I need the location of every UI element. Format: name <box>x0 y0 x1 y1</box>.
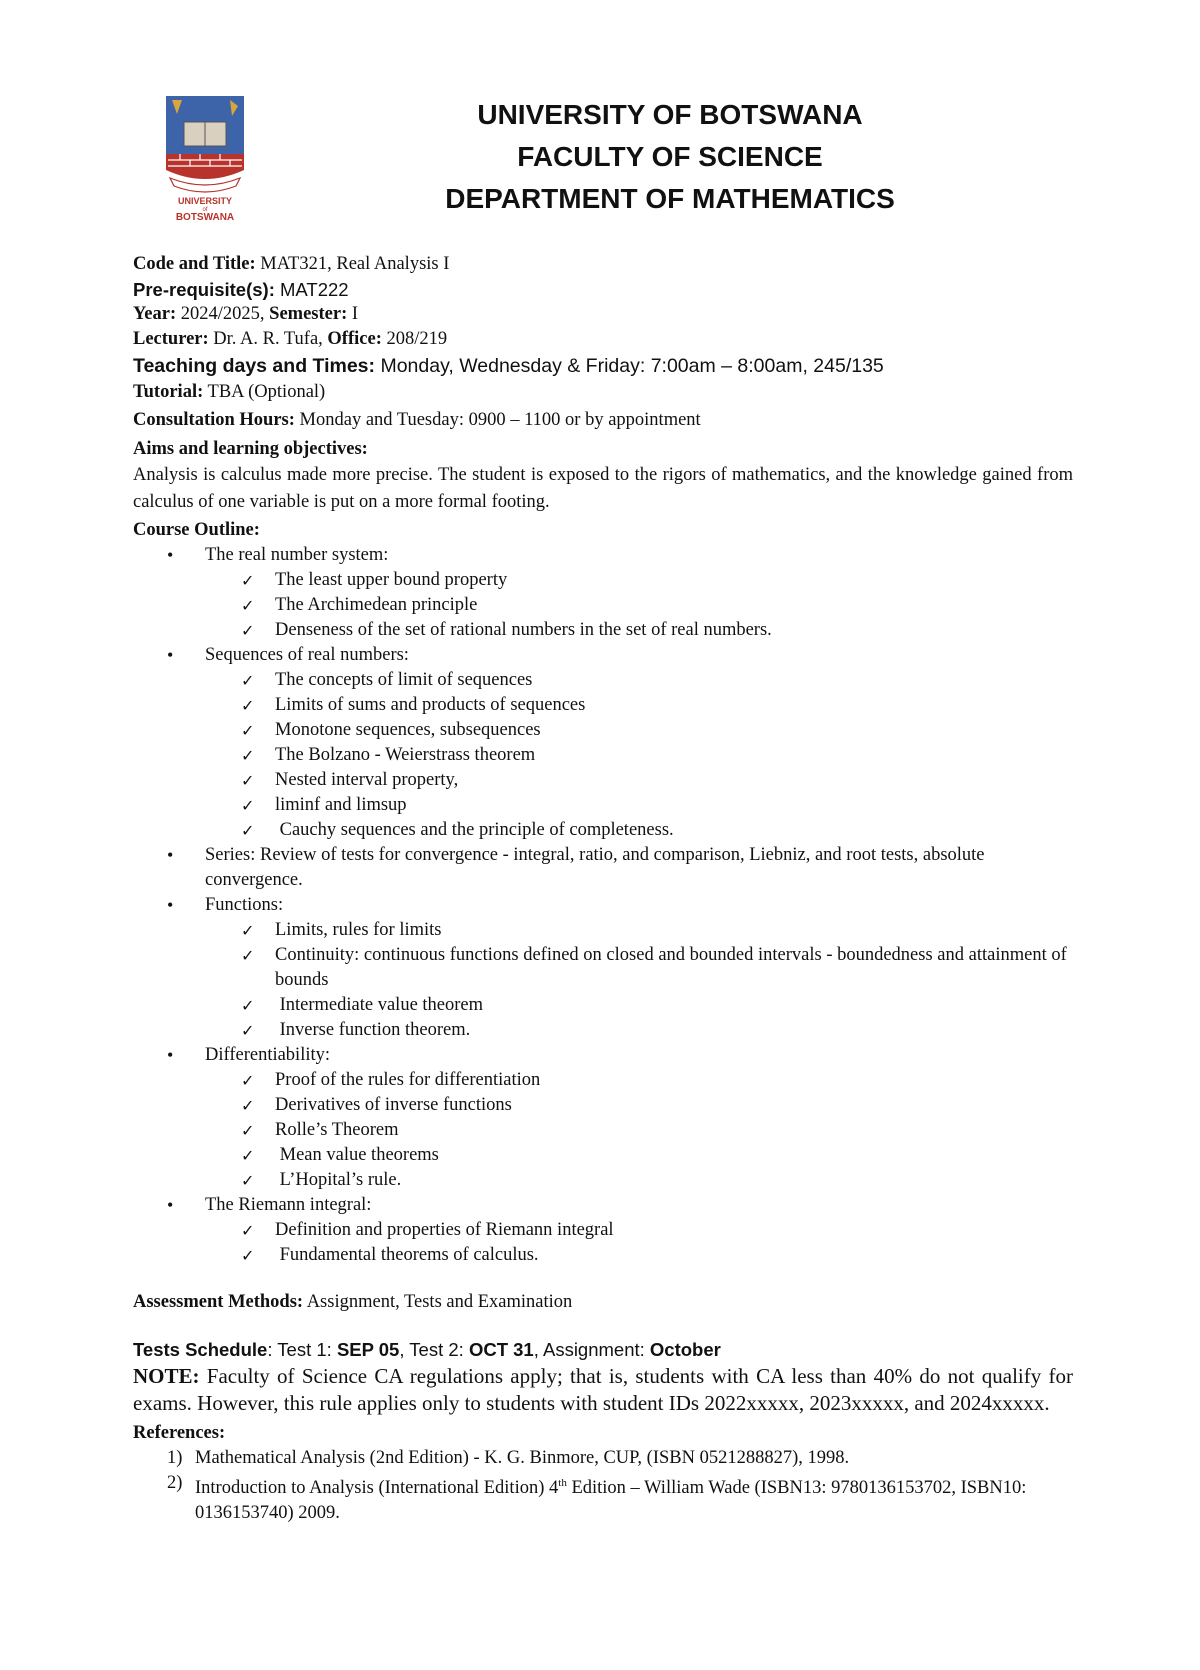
outline-subtopic <box>241 793 1073 818</box>
outline-subtopic <box>241 768 1073 793</box>
checkmark-icon: ✓ <box>241 1096 255 1115</box>
outline-heading: Course Outline: <box>133 520 260 540</box>
outline-subtopic-text: Nested interval property, <box>275 770 459 790</box>
checkmark-icon: ✓ <box>241 921 255 940</box>
outline-subtopic-text: The Bolzano - Weierstrass theorem <box>275 745 536 765</box>
outline-subtopic-list <box>205 568 1073 643</box>
prerequisite-line: Pre-requisite(s): MAT222 <box>133 279 349 300</box>
outline-subtopic <box>241 568 1073 593</box>
outline-section <box>133 643 1073 843</box>
references-heading: References: <box>133 1423 226 1443</box>
outline-subtopic-text: Cauchy sequences and the principle of completeness. <box>275 820 674 840</box>
outline-subtopic-list <box>205 918 1073 1043</box>
note-paragraph: NOTE: Faculty of Science CA regulations apply; that is, students with CA less than 40% do not qualify for exams. However, this rule applies only to students with student IDs 2022xxxxx, 2023xxxxx, and 2024xxxxx. <box>133 1364 1073 1415</box>
year-semester-line: Year: 2024/2025, Semester: I <box>133 304 359 324</box>
reference-item <box>133 1471 1073 1526</box>
outline-section <box>133 893 1073 1043</box>
outline-subtopic-text: Mean value theorems <box>275 1145 439 1165</box>
outline-subtopic <box>241 943 1073 993</box>
outline-subtopic-text: The concepts of limit of sequences <box>275 670 533 690</box>
checkmark-icon: ✓ <box>241 1171 255 1190</box>
outline-subtopic-text: The least upper bound property <box>275 570 508 590</box>
reference-item <box>133 1446 1073 1471</box>
svg-text:of: of <box>202 207 208 213</box>
outline-subtopic <box>241 1018 1073 1043</box>
outline-section-title: Functions: <box>205 895 284 915</box>
aims-text: Analysis is calculus made more precise. The student is exposed to the rigors of mathematics, and the knowledge gained from calculus of one variable is put on a more formal footing. <box>133 465 1073 512</box>
checkmark-icon: ✓ <box>241 1221 255 1240</box>
outline-section <box>133 1043 1073 1193</box>
tutorial-line: Tutorial: TBA (Optional) <box>133 382 326 402</box>
department-name: DEPARTMENT OF MATHEMATICS <box>445 183 895 214</box>
document-header <box>330 94 1010 220</box>
outline-section-title: Differentiability: <box>205 1045 331 1065</box>
checkmark-icon: ✓ <box>241 571 255 590</box>
aims-heading: Aims and learning objectives: <box>133 439 368 459</box>
outline-subtopic-text: Denseness of the set of rational numbers in the set of real numbers. <box>275 620 772 640</box>
checkmark-icon: ✓ <box>241 1246 255 1265</box>
outline-subtopic-text: Definition and properties of Riemann integral <box>275 1220 614 1240</box>
outline-subtopic-text: Inverse function theorem. <box>275 1020 471 1040</box>
reference-text: Mathematical Analysis (2nd Edition) - K. G. Binmore, CUP, (ISBN 0521288827), 1998. <box>195 1448 850 1468</box>
university-name: UNIVERSITY OF BOTSWANA <box>477 99 863 130</box>
outline-section <box>133 843 1073 893</box>
outline-subtopic <box>241 1068 1073 1093</box>
outline-section-title: The real number system: <box>205 545 389 565</box>
outline-subtopic <box>241 668 1073 693</box>
checkmark-icon: ✓ <box>241 1146 255 1165</box>
outline-subtopic-text: Fundamental theorems of calculus. <box>275 1245 539 1265</box>
outline-subtopic-text: liminf and limsup <box>275 795 407 815</box>
outline-subtopic-text: Continuity: continuous functions defined on closed and bounded intervals - boundedness and attainment of bounds <box>275 945 1072 990</box>
outline-subtopic <box>241 693 1073 718</box>
checkmark-icon: ✓ <box>241 771 255 790</box>
outline-section-title: Series: Review of tests for convergence - integral, ratio, and comparison, Liebniz, and root tests, absolute convergence. <box>205 845 985 890</box>
reference-text: Introduction to Analysis (International Edition) 4 <box>195 1478 559 1499</box>
outline-subtopic-list <box>205 1068 1073 1193</box>
outline-subtopic-text: Rolle’s Theorem <box>275 1120 399 1140</box>
tests-schedule-line: Tests Schedule: Test 1: SEP 05, Test 2: OCT 31, Assignment: October <box>133 1339 721 1360</box>
checkmark-icon: ✓ <box>241 596 255 615</box>
outline-subtopic <box>241 618 1073 643</box>
checkmark-icon: ✓ <box>241 821 255 840</box>
reference-number: 1) <box>167 1448 183 1468</box>
checkmark-icon: ✓ <box>241 746 255 765</box>
code-title-line: Code and Title: MAT321, Real Analysis I <box>133 254 450 274</box>
outline-subtopic-text: Intermediate value theorem <box>275 995 484 1015</box>
outline-subtopic <box>241 818 1073 843</box>
checkmark-icon: ✓ <box>241 1121 255 1140</box>
reference-text-continued: Edition – William Wade (ISBN13: 9780136153702, ISBN10: 0136153740) 2009. <box>195 1478 1027 1524</box>
checkmark-icon: ✓ <box>241 796 255 815</box>
outline-subtopic <box>241 1118 1073 1143</box>
outline-subtopic <box>241 593 1073 618</box>
outline-section-title: The Riemann integral: <box>205 1195 372 1215</box>
outline-section <box>133 543 1073 643</box>
svg-text:BOTSWANA: BOTSWANA <box>175 212 235 222</box>
checkmark-icon: ✓ <box>241 996 255 1015</box>
checkmark-icon: ✓ <box>241 696 255 715</box>
lecturer-line: Lecturer: Dr. A. R. Tufa, Office: 208/219 <box>133 329 448 349</box>
assessment-line: Assessment Methods: Assignment, Tests and Examination <box>133 1292 573 1312</box>
outline-subtopic <box>241 918 1073 943</box>
outline-subtopic-text: Monotone sequences, subsequences <box>275 720 541 740</box>
outline-subtopic <box>241 1168 1073 1193</box>
outline-subtopic-list <box>205 1218 1073 1268</box>
svg-text:UNIVERSITY: UNIVERSITY <box>177 196 233 206</box>
checkmark-icon: ✓ <box>241 946 255 965</box>
outline-subtopic <box>241 743 1073 768</box>
reference-superscript: th <box>558 1477 567 1489</box>
checkmark-icon: ✓ <box>241 1021 255 1040</box>
course-outline-list <box>133 543 1073 1268</box>
consultation-line: Consultation Hours: Monday and Tuesday: 0900 – 1100 or by appointment <box>133 410 701 430</box>
outline-subtopic-text: The Archimedean principle <box>275 595 478 615</box>
outline-subtopic-text: Limits of sums and products of sequences <box>275 695 586 715</box>
outline-subtopic-text: Derivatives of inverse functions <box>275 1095 512 1115</box>
reference-number: 2) <box>167 1473 183 1493</box>
checkmark-icon: ✓ <box>241 1071 255 1090</box>
outline-subtopic <box>241 1218 1073 1243</box>
outline-subtopic-list <box>205 668 1073 843</box>
outline-subtopic-text: L’Hopital’s rule. <box>275 1170 402 1190</box>
document-body <box>133 252 1073 1526</box>
logo-banner <box>170 178 240 192</box>
outline-subtopic <box>241 718 1073 743</box>
references-list <box>133 1446 1073 1526</box>
outline-subtopic-text: Limits, rules for limits <box>275 920 442 940</box>
outline-subtopic <box>241 1093 1073 1118</box>
outline-subtopic <box>241 1143 1073 1168</box>
university-logo <box>150 92 260 222</box>
outline-subtopic <box>241 1243 1073 1268</box>
checkmark-icon: ✓ <box>241 671 255 690</box>
checkmark-icon: ✓ <box>241 621 255 640</box>
outline-subtopic <box>241 993 1073 1018</box>
checkmark-icon: ✓ <box>241 721 255 740</box>
faculty-name: FACULTY OF SCIENCE <box>517 141 823 172</box>
outline-subtopic-text: Proof of the rules for differentiation <box>275 1070 541 1090</box>
outline-section <box>133 1193 1073 1268</box>
teaching-times-line: Teaching days and Times: Monday, Wednesday & Friday: 7:00am – 8:00am, 245/135 <box>133 355 884 377</box>
outline-section-title: Sequences of real numbers: <box>205 645 409 665</box>
